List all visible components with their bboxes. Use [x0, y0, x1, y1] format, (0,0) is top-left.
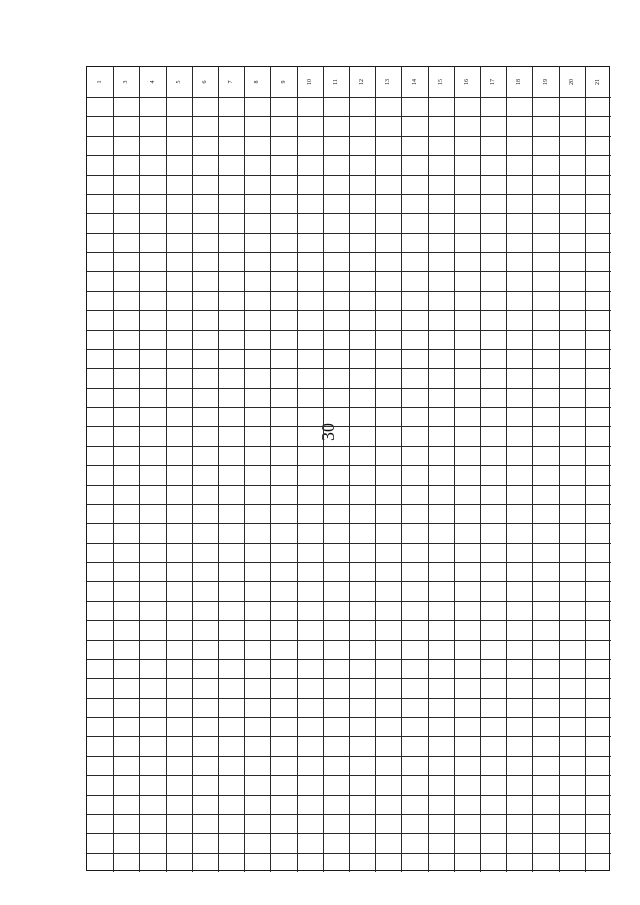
column-number: 8 [254, 80, 261, 84]
table-column-rule [323, 67, 324, 872]
column-number: 1 [97, 80, 104, 84]
table-column-rule [375, 67, 376, 872]
column-number: 18 [516, 79, 523, 85]
column-number: 5 [175, 80, 182, 84]
table-column-rule [401, 67, 402, 872]
table-column-rule [559, 67, 560, 872]
table-column-rule [585, 67, 586, 872]
table-column-rule [297, 67, 298, 872]
column-number: 14 [411, 79, 418, 85]
column-number: 19 [542, 79, 549, 85]
column-number: 12 [359, 79, 366, 85]
column-number: 17 [490, 79, 497, 85]
column-number: 7 [228, 80, 235, 84]
column-number: 3 [123, 80, 130, 84]
column-number: 15 [437, 79, 444, 85]
table-column-rule [113, 67, 114, 872]
data-table [86, 66, 610, 871]
column-number: 21 [594, 79, 601, 85]
table-column-rule [192, 67, 193, 872]
table-grid [86, 66, 610, 871]
table-column-rule [244, 67, 245, 872]
table-column-rule [166, 67, 167, 872]
table-column-rule [270, 67, 271, 872]
table-column-rule [532, 67, 533, 872]
column-number: 6 [201, 80, 208, 84]
table-column-rule [349, 67, 350, 872]
column-number: 13 [385, 79, 392, 85]
column-number: 20 [568, 79, 575, 85]
page-number: 30 [317, 423, 338, 441]
column-number: 9 [280, 80, 287, 84]
column-number: 16 [463, 79, 470, 85]
table-column-rule [139, 67, 140, 872]
table-column-rule [428, 67, 429, 872]
table-column-rule [480, 67, 481, 872]
column-number: 11 [332, 79, 339, 85]
column-number: 4 [149, 80, 156, 84]
table-column-rule [454, 67, 455, 872]
table-column-rule [506, 67, 507, 872]
column-number: 10 [306, 79, 313, 85]
table-column-rule [218, 67, 219, 872]
